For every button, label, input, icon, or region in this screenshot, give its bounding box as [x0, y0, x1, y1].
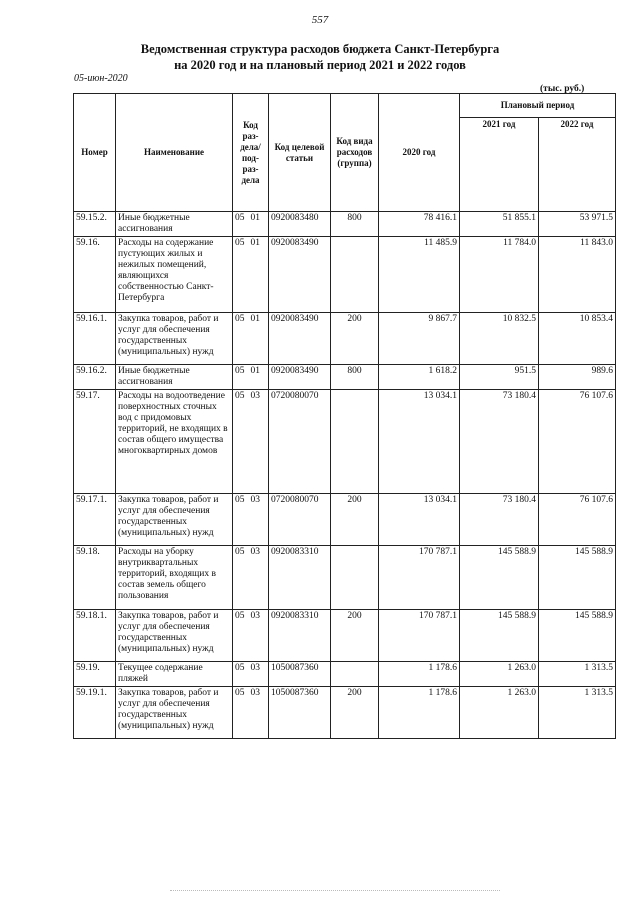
section-code: 05 — [235, 663, 245, 673]
cell-number: 59.15.2. — [74, 212, 116, 237]
table-row — [74, 390, 616, 494]
cell-number: 59.18. — [74, 546, 116, 610]
cell-2022: 11 843.0 — [539, 237, 616, 313]
cell-2021: 11 784.0 — [460, 237, 539, 313]
document-title — [0, 41, 640, 73]
subsection-code: 01 — [250, 314, 260, 324]
cell-name: Иные бюджетные ассигнования — [116, 212, 233, 237]
cell-2021: 145 588.9 — [460, 610, 539, 662]
header-expense-type-code: Код вида расходов (группа) — [331, 94, 379, 212]
cell-2022: 76 107.6 — [539, 390, 616, 494]
subsection-code: 03 — [250, 547, 260, 557]
table-row — [74, 365, 616, 390]
table-body — [74, 212, 616, 739]
subsection-code: 01 — [250, 213, 260, 223]
header-planned-period: Плановый период — [460, 94, 616, 118]
section-code: 05 — [235, 314, 245, 324]
cell-number: 59.19.1. — [74, 687, 116, 739]
cell-2020: 13 034.1 — [379, 390, 460, 494]
cell-expense-type — [331, 237, 379, 313]
header-section-code: Код раз-дела/ под-раз-дела — [233, 94, 269, 212]
cell-2022: 1 313.5 — [539, 687, 616, 739]
section-code: 05 — [235, 495, 245, 505]
cell-expense-type: 800 — [331, 365, 379, 390]
subsection-code: 03 — [250, 688, 260, 698]
cell-number: 59.16. — [74, 237, 116, 313]
cell-section-code — [233, 687, 269, 739]
cell-2020: 13 034.1 — [379, 494, 460, 546]
cell-target-code: 0920083310 — [269, 546, 331, 610]
subsection-code: 03 — [250, 611, 260, 621]
cell-2021: 1 263.0 — [460, 662, 539, 687]
header-year-2022: 2022 год — [539, 118, 616, 212]
header-target-code: Код целевой статьи — [269, 94, 331, 212]
cell-expense-type: 800 — [331, 212, 379, 237]
cell-number: 59.16.2. — [74, 365, 116, 390]
cell-target-code: 1050087360 — [269, 662, 331, 687]
cell-name: Текущее содержание пляжей — [116, 662, 233, 687]
cell-expense-type — [331, 662, 379, 687]
cell-target-code: 0920083490 — [269, 313, 331, 365]
table-row — [74, 662, 616, 687]
cell-section-code — [233, 365, 269, 390]
units-label: (тыс. руб.) — [540, 84, 585, 94]
cell-expense-type: 200 — [331, 610, 379, 662]
table-row — [74, 610, 616, 662]
cell-2020: 9 867.7 — [379, 313, 460, 365]
cell-section-code — [233, 546, 269, 610]
cell-2022: 989.6 — [539, 365, 616, 390]
cell-name: Иные бюджетные ассигнования — [116, 365, 233, 390]
cell-2022: 1 313.5 — [539, 662, 616, 687]
cell-2022: 76 107.6 — [539, 494, 616, 546]
title-line-1: Ведомственная структура расходов бюджета Санкт-Петербурга — [140, 42, 500, 56]
cell-target-code: 0920083490 — [269, 237, 331, 313]
table-row — [74, 313, 616, 365]
cell-2022: 10 853.4 — [539, 313, 616, 365]
header-year-2021: 2021 год — [460, 118, 539, 212]
cell-name: Закупка товаров, работ и услуг для обеспечения государственных (муниципальных) нужд — [116, 687, 233, 739]
cell-expense-type: 200 — [331, 313, 379, 365]
cell-expense-type — [331, 546, 379, 610]
cell-number: 59.19. — [74, 662, 116, 687]
table-row — [74, 237, 616, 313]
table-header — [74, 94, 616, 212]
subsection-code: 03 — [250, 495, 260, 505]
cell-2021: 10 832.5 — [460, 313, 539, 365]
section-code: 05 — [235, 238, 245, 248]
cell-2020: 170 787.1 — [379, 610, 460, 662]
cell-2020: 170 787.1 — [379, 546, 460, 610]
section-code: 05 — [235, 611, 245, 621]
cell-number: 59.17. — [74, 390, 116, 494]
cell-section-code — [233, 494, 269, 546]
cell-2020: 1 618.2 — [379, 365, 460, 390]
cell-name: Расходы на водоотведение поверхностных сточных вод с придомовых территорий, не входящих в состав общего имущества многоквартирных домов — [116, 390, 233, 494]
cell-expense-type: 200 — [331, 687, 379, 739]
cell-2021: 73 180.4 — [460, 390, 539, 494]
cell-section-code — [233, 610, 269, 662]
cell-2021: 1 263.0 — [460, 687, 539, 739]
table-row — [74, 212, 616, 237]
cell-number: 59.18.1. — [74, 610, 116, 662]
subsection-code: 03 — [250, 663, 260, 673]
table-row — [74, 546, 616, 610]
cell-2021: 145 588.9 — [460, 546, 539, 610]
cell-2020: 1 178.6 — [379, 662, 460, 687]
section-code: 05 — [235, 213, 245, 223]
table-row — [74, 687, 616, 739]
header-number: Номер — [74, 94, 116, 212]
cell-name: Закупка товаров, работ и услуг для обеспечения государственных (муниципальных) нужд — [116, 494, 233, 546]
cell-target-code: 0920083480 — [269, 212, 331, 237]
subsection-code: 03 — [250, 391, 260, 401]
subsection-code: 01 — [250, 366, 260, 376]
cell-section-code — [233, 390, 269, 494]
cell-name: Расходы на уборку внутриквартальных территорий, входящих в состав земель общего пользования — [116, 546, 233, 610]
cell-2022: 53 971.5 — [539, 212, 616, 237]
cell-2022: 145 588.9 — [539, 546, 616, 610]
cell-section-code — [233, 237, 269, 313]
section-code: 05 — [235, 547, 245, 557]
section-code: 05 — [235, 688, 245, 698]
cell-2021: 73 180.4 — [460, 494, 539, 546]
cell-section-code — [233, 313, 269, 365]
cell-name: Расходы на содержание пустующих жилых и нежилых помещений, являющихся собственностью Санкт-Петербурга — [116, 237, 233, 313]
cell-target-code: 0920083310 — [269, 610, 331, 662]
cell-2021: 951.5 — [460, 365, 539, 390]
cell-name: Закупка товаров, работ и услуг для обеспечения государственных (муниципальных) нужд — [116, 313, 233, 365]
cell-name: Закупка товаров, работ и услуг для обеспечения государственных (муниципальных) нужд — [116, 610, 233, 662]
cell-number: 59.17.1. — [74, 494, 116, 546]
cell-target-code: 1050087360 — [269, 687, 331, 739]
page-number: 557 — [311, 14, 329, 26]
document-date: 05-июн-2020 — [74, 73, 128, 84]
cell-target-code: 0720080070 — [269, 494, 331, 546]
table-row — [74, 494, 616, 546]
cell-number: 59.16.1. — [74, 313, 116, 365]
title-line-2: на 2020 год и на плановый период 2021 и 2022 годов — [174, 58, 466, 72]
cell-2020: 1 178.6 — [379, 687, 460, 739]
cell-2021: 51 855.1 — [460, 212, 539, 237]
cell-2022: 145 588.9 — [539, 610, 616, 662]
section-code: 05 — [235, 391, 245, 401]
cell-expense-type — [331, 390, 379, 494]
cell-target-code: 0720080070 — [269, 390, 331, 494]
cell-2020: 11 485.9 — [379, 237, 460, 313]
cell-section-code — [233, 212, 269, 237]
footer-rule — [170, 890, 500, 891]
cell-2020: 78 416.1 — [379, 212, 460, 237]
header-year-2020: 2020 год — [379, 94, 460, 212]
header-name: Наименование — [116, 94, 233, 212]
budget-table — [73, 93, 616, 739]
subsection-code: 01 — [250, 238, 260, 248]
section-code: 05 — [235, 366, 245, 376]
cell-target-code: 0920083490 — [269, 365, 331, 390]
cell-section-code — [233, 662, 269, 687]
cell-expense-type: 200 — [331, 494, 379, 546]
